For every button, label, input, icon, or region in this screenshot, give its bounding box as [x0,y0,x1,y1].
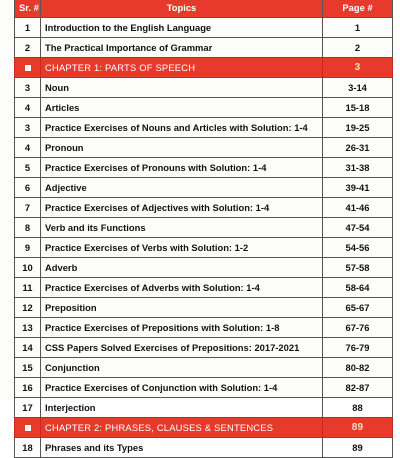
header-sr: Sr. # [15,0,41,18]
toc-row [15,18,393,38]
row-sr: 8 [15,218,41,238]
row-sr: 3 [15,78,41,98]
toc-row [15,38,393,58]
row-sr: 6 [15,178,41,198]
row-page: 2 [323,38,393,58]
row-page: 58-64 [323,278,393,298]
row-sr: 16 [15,378,41,398]
header-topics: Topics [41,0,323,18]
row-topic: Practice Exercises of Nouns and Articles with Solution: 1-4 [41,118,323,138]
row-topic: Practice Exercises of Adverbs with Solution: 1-4 [41,278,323,298]
toc-row [15,298,393,318]
toc-row [15,98,393,118]
row-topic: Noun [41,78,323,98]
row-topic: Practice Exercises of Verbs with Solution: 1-2 [41,238,323,258]
row-sr: 18 [15,438,41,458]
row-page: 26-31 [323,138,393,158]
row-sr: 9 [15,238,41,258]
toc-row [15,318,393,338]
row-sr: 17 [15,398,41,418]
row-sr: 15 [15,358,41,378]
toc-row [15,398,393,418]
row-page: 54-56 [323,238,393,258]
row-sr: 4 [15,98,41,118]
row-sr: 5 [15,158,41,178]
toc-row [15,218,393,238]
row-topic: Practice Exercises of Prepositions with Solution: 1-8 [41,318,323,338]
square-bullet-icon [25,65,31,71]
row-page: 82-87 [323,378,393,398]
row-topic: CSS Papers Solved Exercises of Prepositions: 2017-2021 [41,338,323,358]
row-page: 15-18 [323,98,393,118]
row-sr: 14 [15,338,41,358]
row-page: 67-76 [323,318,393,338]
row-topic: Practice Exercises of Adjectives with Solution: 1-4 [41,198,323,218]
chapter-bullet [15,58,41,78]
chapter-row [15,58,393,78]
toc-row [15,258,393,278]
row-sr: 3 [15,118,41,138]
chapter-title: CHAPTER 1: PARTS OF SPEECH [41,58,323,78]
row-topic: Practice Exercises of Pronouns with Solution: 1-4 [41,158,323,178]
row-page: 39-41 [323,178,393,198]
row-topic: Introduction to the English Language [41,18,323,38]
toc-row [15,198,393,218]
chapter-page: 89 [323,418,393,438]
row-sr: 2 [15,38,41,58]
row-sr: 10 [15,258,41,278]
chapter-title: CHAPTER 2: PHRASES, CLAUSES & SENTENCES [41,418,323,438]
row-page: 41-46 [323,198,393,218]
row-topic: Articles [41,98,323,118]
row-page: 76-79 [323,338,393,358]
row-topic: Adverb [41,258,323,278]
row-sr: 4 [15,138,41,158]
row-page: 31-38 [323,158,393,178]
toc-row [15,138,393,158]
toc-row [15,338,393,358]
row-page: 19-25 [323,118,393,138]
row-page: 65-67 [323,298,393,318]
toc-row [15,438,393,458]
chapter-bullet [15,418,41,438]
table-of-contents [14,0,393,458]
row-topic: Practice Exercises of Conjunction with Solution: 1-4 [41,378,323,398]
toc-row [15,118,393,138]
row-topic: Pronoun [41,138,323,158]
square-bullet-icon [25,425,31,431]
row-topic: Conjunction [41,358,323,378]
row-sr: 12 [15,298,41,318]
chapter-page: 3 [323,58,393,78]
row-sr: 11 [15,278,41,298]
row-topic: Adjective [41,178,323,198]
row-topic: Verb and its Functions [41,218,323,238]
toc-row [15,178,393,198]
toc-row [15,78,393,98]
toc-row [15,158,393,178]
chapter-row [15,418,393,438]
toc-body [15,18,393,458]
row-sr: 13 [15,318,41,338]
row-sr: 7 [15,198,41,218]
toc-row [15,358,393,378]
row-topic: Phrases and its Types [41,438,323,458]
row-topic: The Practical Importance of Grammar [41,38,323,58]
toc-header-row [15,0,393,18]
header-page: Page # [323,0,393,18]
toc-row [15,238,393,258]
row-page: 57-58 [323,258,393,278]
row-page: 80-82 [323,358,393,378]
row-topic: Preposition [41,298,323,318]
toc-row [15,378,393,398]
row-page: 47-54 [323,218,393,238]
toc-row [15,278,393,298]
row-page: 89 [323,438,393,458]
row-page: 1 [323,18,393,38]
row-page: 88 [323,398,393,418]
row-page: 3-14 [323,78,393,98]
row-topic: Interjection [41,398,323,418]
row-sr: 1 [15,18,41,38]
